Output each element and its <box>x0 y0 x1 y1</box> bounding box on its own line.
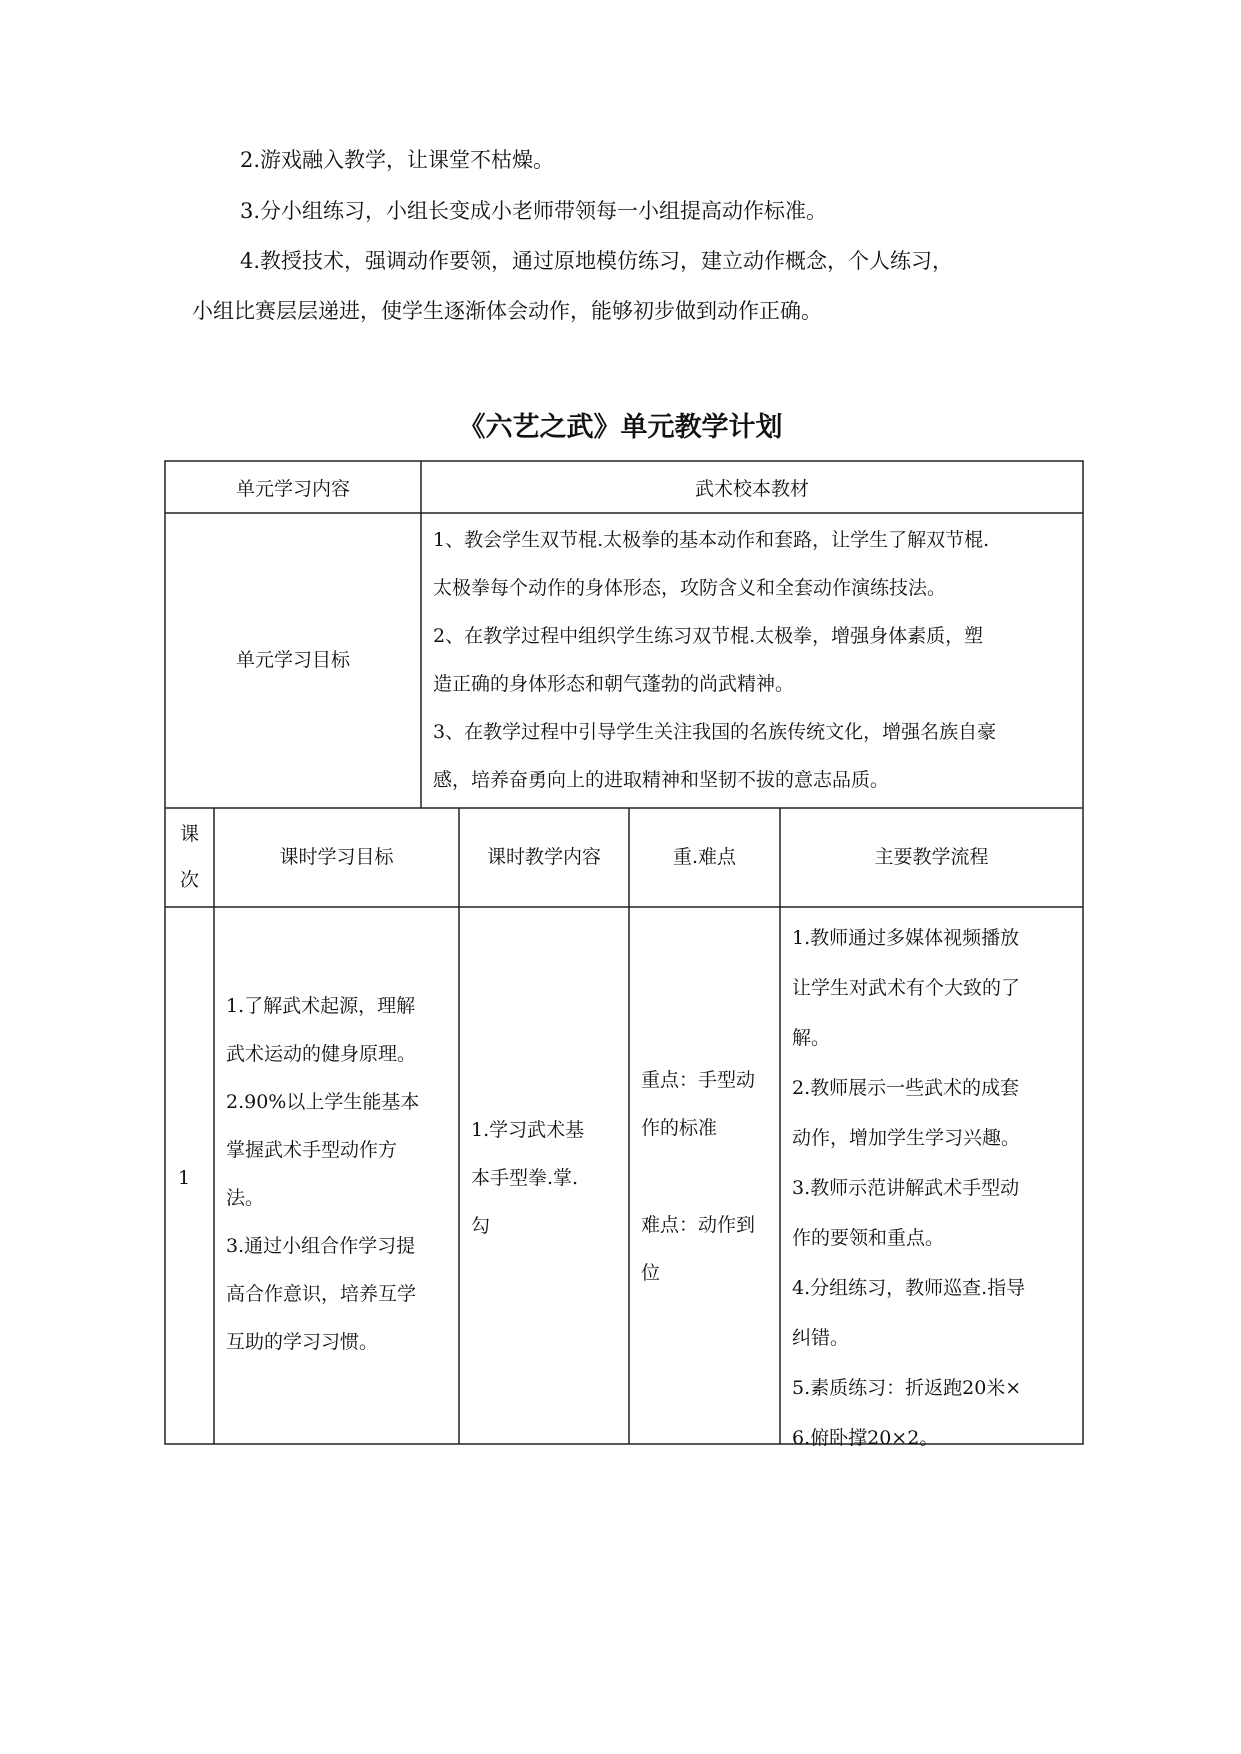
lesson-difficulty <box>641 1201 755 1297</box>
difficulty-line: 难点：动作到 <box>641 1214 756 1236</box>
intro-paragraph-2: 2.游戏融入教学，让课堂不枯燥。 <box>240 148 555 172</box>
content-line: 1.学习武术基 <box>471 1119 585 1141</box>
intro-paragraph-3: 3.分小组练习，小组长变成小老师带领每一小组提高动作标准。 <box>240 199 828 223</box>
objective-line: 2.90%以上学生能基本 <box>226 1091 420 1113</box>
process-line: 6.俯卧撑20×2。 <box>792 1427 939 1449</box>
process-line: 3.教师示范讲解武术手型动 <box>792 1177 1020 1199</box>
content-line: 勾 <box>471 1215 491 1237</box>
unit-content-value: 武术校本教材 <box>694 478 809 500</box>
process-line: 纠错。 <box>792 1327 850 1349</box>
lesson-number: 1 <box>178 1167 191 1189</box>
intro-paragraph-4: 4.教授技术，强调动作要领，通过原地模仿练习，建立动作概念，个人练习， <box>240 249 954 273</box>
unit-goals-text <box>433 516 996 804</box>
unit-content-label: 单元学习内容 <box>235 478 350 500</box>
objective-line: 1.了解武术起源，理解 <box>226 995 416 1017</box>
process-line: 2.教师展示一些武术的成套 <box>792 1077 1020 1099</box>
unit-goal-line: 感，培养奋勇向上的进取精神和坚韧不拔的意志品质。 <box>433 769 890 791</box>
lesson-objective <box>226 982 419 1366</box>
objective-line: 高合作意识，培养互学 <box>226 1283 417 1305</box>
process-line: 作的要领和重点。 <box>792 1227 945 1249</box>
objective-line: 3.通过小组合作学习提 <box>226 1235 416 1257</box>
unit-goal-line: 2、在教学过程中组织学生练习双节棍.太极拳，增强身体素质，塑 <box>433 625 984 647</box>
header-lesson <box>165 811 214 903</box>
objective-line: 武术运动的健身原理。 <box>226 1043 417 1065</box>
lesson-content <box>471 1106 584 1250</box>
header-keypoints: 重.难点 <box>672 846 737 868</box>
page-title: 《六艺之武》单元教学计划 <box>458 412 783 443</box>
process-line: 动作，增加学生学习兴趣。 <box>792 1127 1021 1149</box>
lesson-keypoint <box>641 1056 755 1152</box>
intro-paragraph-4-continued: 小组比赛层层递进，使学生逐渐体会动作，能够初步做到动作正确。 <box>192 299 822 323</box>
header-lesson-line: 课 <box>179 823 199 845</box>
process-line: 解。 <box>792 1027 831 1049</box>
unit-goals-label: 单元学习目标 <box>235 649 350 671</box>
header-lesson-line: 次 <box>179 869 199 891</box>
keypoint-line: 重点：手型动 <box>641 1069 756 1091</box>
unit-goal-line: 3、在教学过程中引导学生关注我国的名族传统文化，增强名族自豪 <box>433 721 997 743</box>
difficulty-line: 位 <box>641 1262 661 1284</box>
objective-line: 互助的学习习惯。 <box>226 1331 379 1353</box>
header-content: 课时教学内容 <box>486 846 601 868</box>
keypoint-line: 作的标准 <box>641 1117 718 1139</box>
header-process: 主要教学流程 <box>874 846 989 868</box>
unit-goal-line: 造正确的身体形态和朝气蓬勃的尚武精神。 <box>433 673 795 695</box>
lesson-process <box>792 913 1025 1463</box>
process-line: 5.素质练习：折返跑20米× <box>792 1377 1022 1399</box>
content-line: 本手型拳.掌. <box>471 1167 579 1189</box>
unit-goal-line: 1、教会学生双节棍.太极拳的基本动作和套路，让学生了解双节棍. <box>433 529 990 551</box>
objective-line: 掌握武术手型动作方 <box>226 1139 398 1161</box>
process-line: 1.教师通过多媒体视频播放 <box>792 927 1020 949</box>
process-line: 让学生对武术有个大致的了 <box>792 977 1021 999</box>
unit-goal-line: 太极拳每个动作的身体形态，攻防含义和全套动作演练技法。 <box>433 577 947 599</box>
process-line: 4.分组练习，教师巡查.指导 <box>792 1277 1026 1299</box>
objective-line: 法。 <box>226 1187 265 1209</box>
header-objective: 课时学习目标 <box>279 846 394 868</box>
